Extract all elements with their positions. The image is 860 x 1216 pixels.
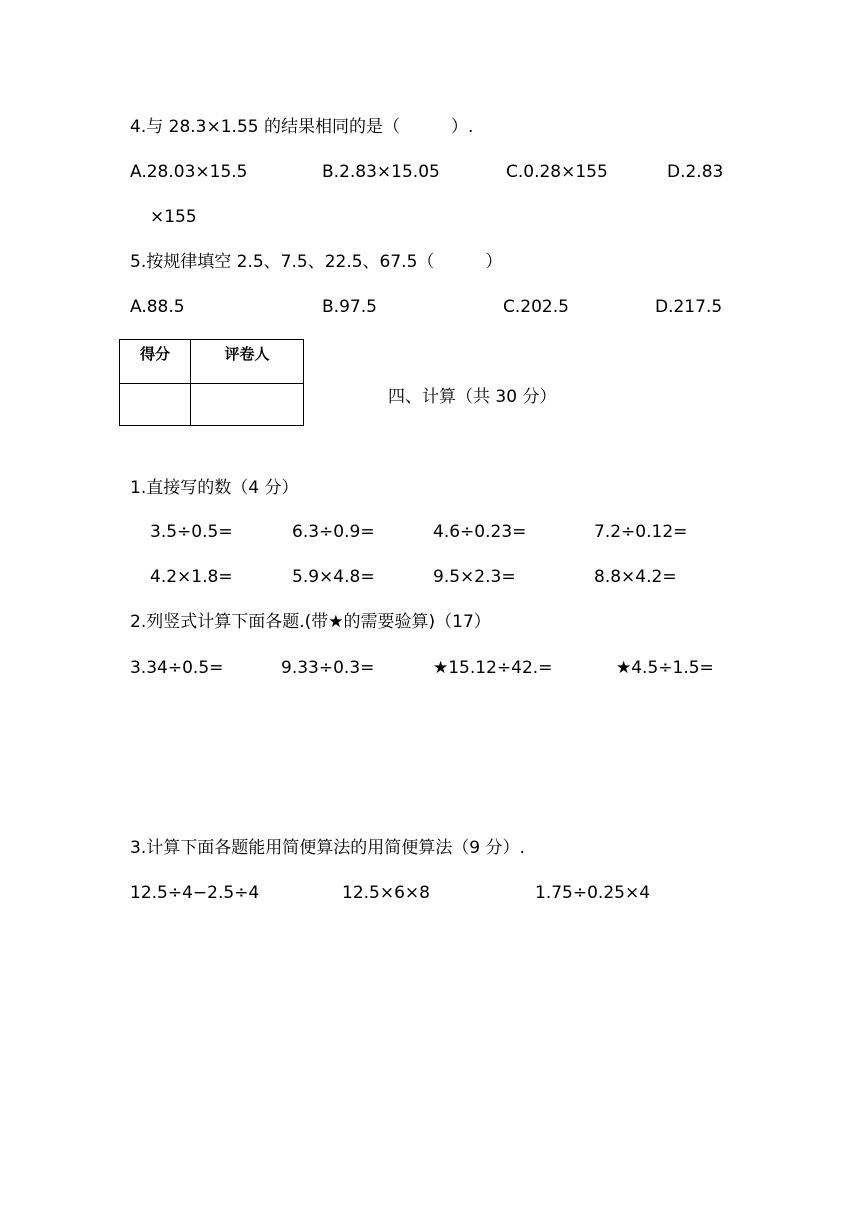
part1-title: 1.直接写的数（4 分） (130, 478, 299, 498)
q4-option-b: B.2.83×15.05 (322, 162, 440, 182)
part1-problem: 9.5×2.3= (433, 567, 516, 587)
q4-option-a: A.28.03×15.5 (130, 162, 248, 182)
part1-problem: 4.6÷0.23= (433, 522, 527, 542)
part3-problem: 12.5÷4−2.5÷4 (130, 883, 260, 903)
q5-stem: 5.按规律填空 2.5、7.5、22.5、67.5（ ） (130, 252, 503, 272)
part2-problem: ★4.5÷1.5= (616, 658, 714, 678)
score-table (119, 339, 304, 426)
part1-problem: 8.8×4.2= (594, 567, 677, 587)
q5-option-a: A.88.5 (130, 297, 185, 317)
q4-option-d-continuation: ×155 (150, 207, 197, 227)
part1-problem: 5.9×4.8= (292, 567, 375, 587)
part3-problem: 12.5×6×8 (342, 883, 430, 903)
part1-problem: 3.5÷0.5= (150, 522, 233, 542)
part3-title: 3.计算下面各题能用简便算法的用简便算法（9 分）. (130, 838, 525, 858)
part1-problem: 7.2÷0.12= (594, 522, 688, 542)
part2-title: 2.列竖式计算下面各题.(带★的需要验算)（17） (130, 612, 491, 632)
part1-problem: 4.2×1.8= (150, 567, 233, 587)
section-title: 四、计算（共 30 分） (388, 387, 557, 407)
reviewer-cell[interactable] (191, 384, 304, 426)
q4-option-d: D.2.83 (667, 162, 724, 182)
score-label: 得分 (120, 340, 191, 384)
score-cell[interactable] (120, 384, 191, 426)
part2-problem: 3.34÷0.5= (130, 658, 224, 678)
part1-problem: 6.3÷0.9= (292, 522, 375, 542)
q5-option-c: C.202.5 (503, 297, 569, 317)
q4-option-c: C.0.28×155 (506, 162, 608, 182)
reviewer-label: 评卷人 (191, 340, 304, 384)
q5-option-d: D.217.5 (655, 297, 723, 317)
q5-option-b: B.97.5 (322, 297, 377, 317)
part3-problem: 1.75÷0.25×4 (535, 883, 651, 903)
part2-problem: 9.33÷0.3= (281, 658, 375, 678)
q4-stem: 4.与 28.3×1.55 的结果相同的是（ ）. (130, 117, 474, 137)
part2-problem: ★15.12÷42.= (433, 658, 553, 678)
